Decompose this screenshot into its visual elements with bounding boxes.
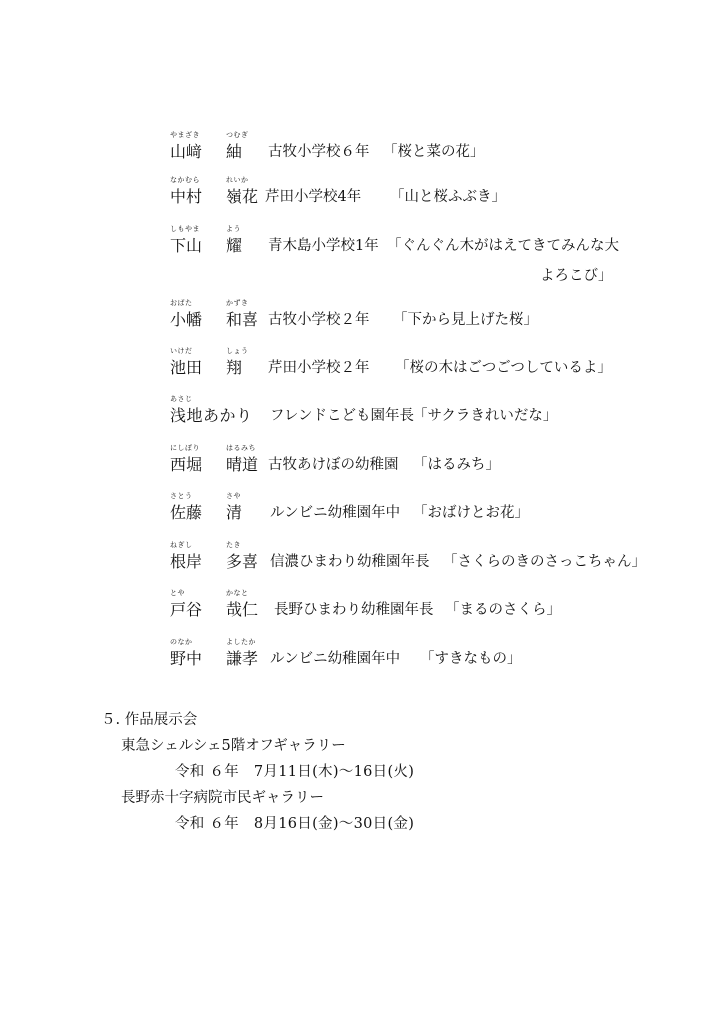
surname: 根岸 xyxy=(170,552,203,571)
surname: 野中 xyxy=(170,649,203,668)
given-name: 哉仁 xyxy=(226,600,259,619)
artwork-title: 「ぐんぐん木がはえてきてみんな大 xyxy=(387,238,619,254)
school-name: ルンビニ幼稚園年中 xyxy=(270,505,401,521)
entry-row xyxy=(0,224,724,284)
school-name: 信濃ひまわり幼稚園年長 xyxy=(270,554,430,570)
school-name: 芹田小学校4年 xyxy=(265,189,362,205)
given-name: 紬 xyxy=(226,142,243,161)
surname-ruby: ねぎし xyxy=(170,541,193,549)
school-name: 長野ひまわり幼稚園年長 xyxy=(274,602,434,618)
surname: 下山 xyxy=(170,236,203,255)
surname-ruby: にしぼり xyxy=(170,444,200,452)
surname: 小幡 xyxy=(170,310,203,329)
artwork-title: 「下から見上げた桜」 xyxy=(393,312,538,328)
artwork-title: 「さくらのきのさっこちゃん」 xyxy=(443,554,646,570)
full-name: 浅地あかり xyxy=(170,406,253,425)
venue-dates: 令和 ６年 8月16日(金)～30日(金) xyxy=(175,816,415,832)
given-name-ruby: つむぎ xyxy=(226,131,249,139)
given-name-ruby: たき xyxy=(226,541,241,549)
venue-dates: 令和 ６年 7月11日(木)～16日(火) xyxy=(175,764,415,780)
artwork-title: 「サクラきれいだな」 xyxy=(413,408,558,424)
given-name-ruby: かずき xyxy=(226,299,249,307)
surname-ruby: あさじ xyxy=(170,395,193,403)
artwork-title: 「おばけとお花」 xyxy=(413,505,529,521)
artwork-title: 「まるのさくら」 xyxy=(445,602,561,618)
surname: 西堀 xyxy=(170,455,203,474)
given-name-ruby: よう xyxy=(226,225,241,233)
given-name-ruby: さや xyxy=(226,492,241,500)
surname-ruby: いけだ xyxy=(170,347,193,355)
artwork-title: 「桜の木はごつごつしているよ」 xyxy=(395,360,612,376)
section-heading: ５. 作品展示会 xyxy=(101,712,198,728)
given-name-ruby: よしたか xyxy=(226,638,256,646)
school-name: 青木島小学校1年 xyxy=(268,238,379,254)
artwork-title-continuation: よろこび」 xyxy=(540,268,613,284)
school-name: 古牧小学校２年 xyxy=(268,312,370,328)
surname-ruby: さとう xyxy=(170,492,193,500)
surname: 佐藤 xyxy=(170,503,203,522)
surname-ruby: やまざき xyxy=(170,131,200,139)
given-name: 翔 xyxy=(226,358,243,377)
given-name: 和喜 xyxy=(226,310,259,329)
given-name: 嶺花 xyxy=(226,187,259,206)
given-name: 清 xyxy=(226,503,243,522)
surname-ruby: おばた xyxy=(170,299,193,307)
surname-ruby: のなか xyxy=(170,638,193,646)
school-name: ルンビニ幼稚園年中 xyxy=(270,651,401,667)
exhibition-section xyxy=(0,708,724,838)
given-name: 謙孝 xyxy=(226,649,259,668)
given-name-ruby: れいか xyxy=(226,176,249,184)
given-name-ruby: かなと xyxy=(226,589,249,597)
school-name: 古牧あけぼの幼稚園 xyxy=(268,457,399,473)
school-name: 古牧小学校６年 xyxy=(268,144,370,160)
venue-name: 長野赤十字病院市民ギャラリー xyxy=(121,790,324,806)
school-name: 芹田小学校２年 xyxy=(268,360,370,376)
venue-name: 東急シェルシェ5階オフギャラリー xyxy=(121,738,346,754)
entry-row xyxy=(0,637,724,697)
artwork-title: 「はるみち」 xyxy=(413,457,500,473)
surname-ruby: しもやま xyxy=(170,225,200,233)
surname: 中村 xyxy=(170,187,203,206)
surname: 戸谷 xyxy=(170,600,203,619)
surname-ruby: なかむら xyxy=(170,176,200,184)
surname: 山﨑 xyxy=(170,142,203,161)
artwork-title: 「山と桜ふぶき」 xyxy=(390,189,506,205)
artwork-title: 「桜と菜の花」 xyxy=(383,144,485,160)
given-name: 多喜 xyxy=(226,552,259,571)
surname-ruby: とや xyxy=(170,589,185,597)
school-name: フレンドこども園年長 xyxy=(270,408,415,424)
given-name: 耀 xyxy=(226,236,243,255)
given-name-ruby: はるみち xyxy=(226,444,256,452)
given-name-ruby: しょう xyxy=(226,347,249,355)
artwork-title: 「すきなもの」 xyxy=(420,651,522,667)
given-name: 晴道 xyxy=(226,455,259,474)
surname: 池田 xyxy=(170,358,203,377)
